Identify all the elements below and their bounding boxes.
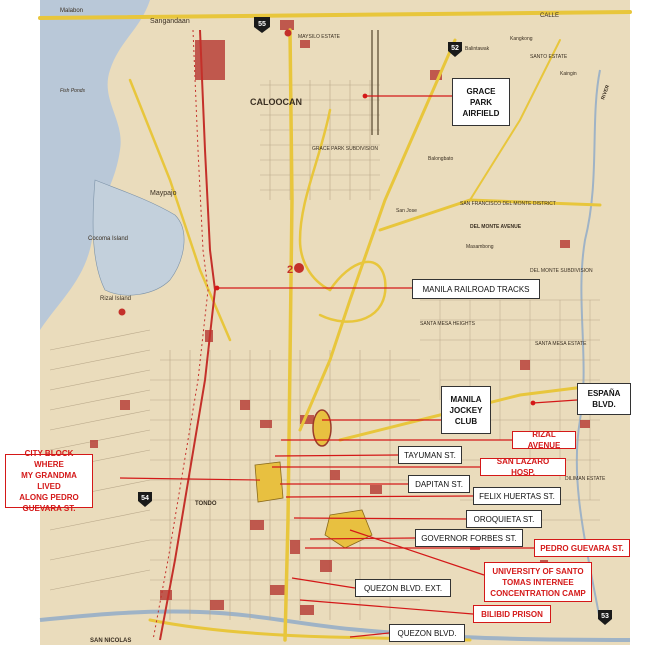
- route-shield-52: 52: [451, 45, 459, 52]
- place-san-francisco: SAN FRANCISCO DEL MONTE DISTRICT: [460, 201, 556, 207]
- route-shield-55: 55: [258, 21, 266, 28]
- place-santa-mesa-estate: SANTA MESA ESTATE: [535, 341, 587, 347]
- route-shield-53: 53: [601, 613, 609, 620]
- label-quezon-blvd: QUEZON BLVD.: [389, 624, 465, 642]
- place-kaingin: Kaingin: [560, 71, 577, 77]
- label-dapitan-st: DAPITAN ST.: [408, 475, 470, 493]
- place-sangandaan: Sangandaan: [150, 18, 190, 25]
- place-tondo: TONDO: [195, 501, 217, 507]
- place-san-nicolas: SAN NICOLAS: [90, 638, 132, 644]
- place-calle: CALLE: [540, 13, 560, 19]
- label-felix-huertas-st: FELIX HUERTAS ST.: [473, 487, 561, 505]
- label-governor-forbes-st: GOVERNOR FORBES ST.: [415, 529, 523, 547]
- place-caloocan: CALOOCAN: [250, 97, 302, 107]
- label-san-lazaro-hosp: SAN LAZARO HOSP.: [480, 458, 566, 476]
- rizal-island-marker: [119, 309, 126, 316]
- caloocan-marker: [285, 30, 292, 37]
- place-del-monte-subdivision: DEL MONTE SUBDIVISION: [530, 268, 593, 274]
- place-maysilo: MAYSILO ESTATE: [298, 34, 340, 40]
- place-santa-mesa-heights: SANTA MESA HEIGHTS: [420, 321, 475, 327]
- label-ust-internee-camp: UNIVERSITY OF SANTO TOMAS INTERNEE CONCENTRATION CAMP: [484, 562, 592, 602]
- map-marker-number: 2: [287, 264, 294, 276]
- map-marker-dot: [294, 263, 304, 273]
- place-grace-park-subdivision: GRACE PARK SUBDIVISION: [312, 146, 379, 152]
- label-tayuman-st: TAYUMAN ST.: [398, 446, 462, 464]
- place-masambong: Masambong: [466, 244, 494, 250]
- place-balintawak: Balintawak: [465, 46, 490, 52]
- label-pedro-guevara-st: PEDRO GUEVARA ST.: [534, 539, 630, 557]
- label-rizal-avenue: RIZAL AVENUE: [512, 431, 576, 449]
- place-rizal-island: Rizal Island: [100, 296, 132, 302]
- place-del-monte-avenue: DEL MONTE AVENUE: [470, 224, 522, 230]
- label-manila-jockey-club: MANILA JOCKEY CLUB: [441, 386, 491, 434]
- place-maypajo: Maypajo: [150, 190, 177, 197]
- place-cocoma-island: Cocoma Island: [88, 236, 129, 242]
- place-river: RIVER: [600, 84, 612, 101]
- place-san-jose: San Jose: [396, 208, 417, 214]
- label-manila-railroad-tracks: MANILA RAILROAD TRACKS: [412, 279, 540, 299]
- label-oroquieta-st: OROQUIETA ST.: [466, 510, 542, 528]
- place-diliman-estate: DILIMAN ESTATE: [565, 476, 606, 482]
- place-malabon: Malabon: [60, 8, 84, 14]
- grandma-block: [255, 462, 283, 502]
- label-grace-park-airfield: GRACE PARK AIRFIELD: [452, 78, 510, 126]
- label-grandma-city-block: CITY BLOCK WHERE MY GRANDMA LIVED ALONG PEDRO GUEVARA ST.: [5, 454, 93, 508]
- place-balongbato: Balongbato: [428, 156, 454, 162]
- label-bilibid-prison: BILIBID PRISON: [473, 605, 551, 623]
- place-fish-ponds: Fish Ponds: [60, 88, 86, 94]
- route-shield-54: 54: [141, 495, 149, 502]
- place-kangkong: Kangkong: [510, 36, 533, 42]
- label-quezon-blvd-ext: QUEZON BLVD. EXT.: [355, 579, 451, 597]
- place-santo-estate: SANTO ESTATE: [530, 54, 568, 60]
- label-espana-blvd: ESPAÑA BLVD.: [577, 383, 631, 415]
